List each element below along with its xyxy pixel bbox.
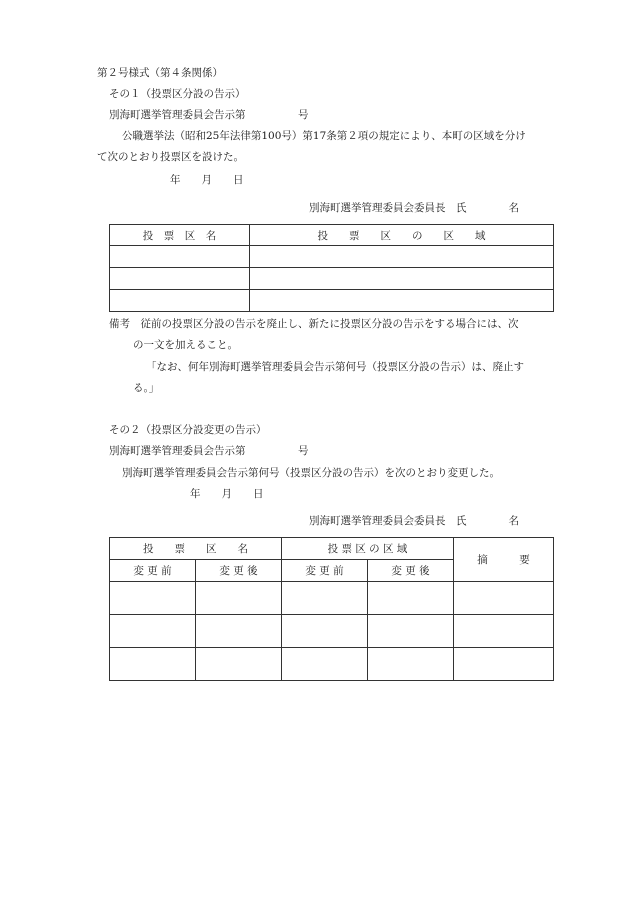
part1-signer: 別海町選挙管理委員会委員長 氏 名 xyxy=(309,202,519,214)
table-cell xyxy=(110,246,250,268)
table-cell xyxy=(454,582,554,615)
remarks-line2: の一文を加えること。 xyxy=(133,339,238,351)
table-cell xyxy=(110,268,250,290)
header-summary: 摘 要 xyxy=(454,538,554,582)
remarks-line4: る。」 xyxy=(133,382,160,394)
part2-signer: 別海町選挙管理委員会委員長 氏 名 xyxy=(309,515,519,527)
part1-subtitle: その１（投票区分設の告示） xyxy=(109,88,246,100)
table-cell xyxy=(282,582,368,615)
table-cell xyxy=(282,615,368,648)
part1-notice-number: 別海町選挙管理委員会告示第 号 xyxy=(109,109,309,121)
part1-body-line2: て次のとおり投票区を設けた。 xyxy=(97,151,244,163)
table-cell xyxy=(454,648,554,681)
header-name-before: 変 更 前 xyxy=(110,560,196,582)
part1-table xyxy=(109,224,554,312)
remarks-line1: 備考 従前の投票区分設の告示を廃止し、新たに投票区分設の告示をする場合には、次 xyxy=(109,318,519,330)
table-cell xyxy=(250,290,554,312)
table-cell xyxy=(196,615,282,648)
header-district-area: 投 票 区 の 区 域 xyxy=(282,538,454,560)
part1-date: 年 月 日 xyxy=(170,174,244,186)
table-cell xyxy=(196,648,282,681)
table-cell xyxy=(454,615,554,648)
header-area-before: 変 更 前 xyxy=(282,560,368,582)
part2-date: 年 月 日 xyxy=(190,488,264,500)
form-heading: 第２号様式（第４条関係） xyxy=(97,67,223,79)
remarks-line3: 「なお、何年別海町選挙管理委員会告示第何号（投票区分設の告示）は、廃止す xyxy=(146,361,524,373)
header-district-name: 投 票 区 名 xyxy=(110,538,282,560)
table-cell xyxy=(368,648,454,681)
table-cell xyxy=(196,582,282,615)
header-area-after: 変 更 後 xyxy=(368,560,454,582)
table-cell xyxy=(368,582,454,615)
table-cell xyxy=(110,615,196,648)
part2-notice-number: 別海町選挙管理委員会告示第 号 xyxy=(109,445,309,457)
part2-body-line1: 別海町選挙管理委員会告示第何号（投票区分設の告示）を次のとおり変更した。 xyxy=(122,467,500,479)
table-cell xyxy=(250,268,554,290)
part2-subtitle: その２（投票区分設変更の告示） xyxy=(109,424,267,436)
header-name-after: 変 更 後 xyxy=(196,560,282,582)
part1-col-header-area: 投 票 区 の 区 域 xyxy=(250,225,554,246)
table-cell xyxy=(250,246,554,268)
table-cell xyxy=(110,648,196,681)
table-cell xyxy=(368,615,454,648)
part2-table xyxy=(109,537,554,681)
table-cell xyxy=(110,582,196,615)
table-cell xyxy=(110,290,250,312)
table-cell xyxy=(282,648,368,681)
part1-col-header-name: 投 票 区 名 xyxy=(110,225,250,246)
part1-body-line1: 公職選挙法（昭和25年法律第100号）第17条第２項の規定により、本町の区域を分け xyxy=(122,130,526,142)
